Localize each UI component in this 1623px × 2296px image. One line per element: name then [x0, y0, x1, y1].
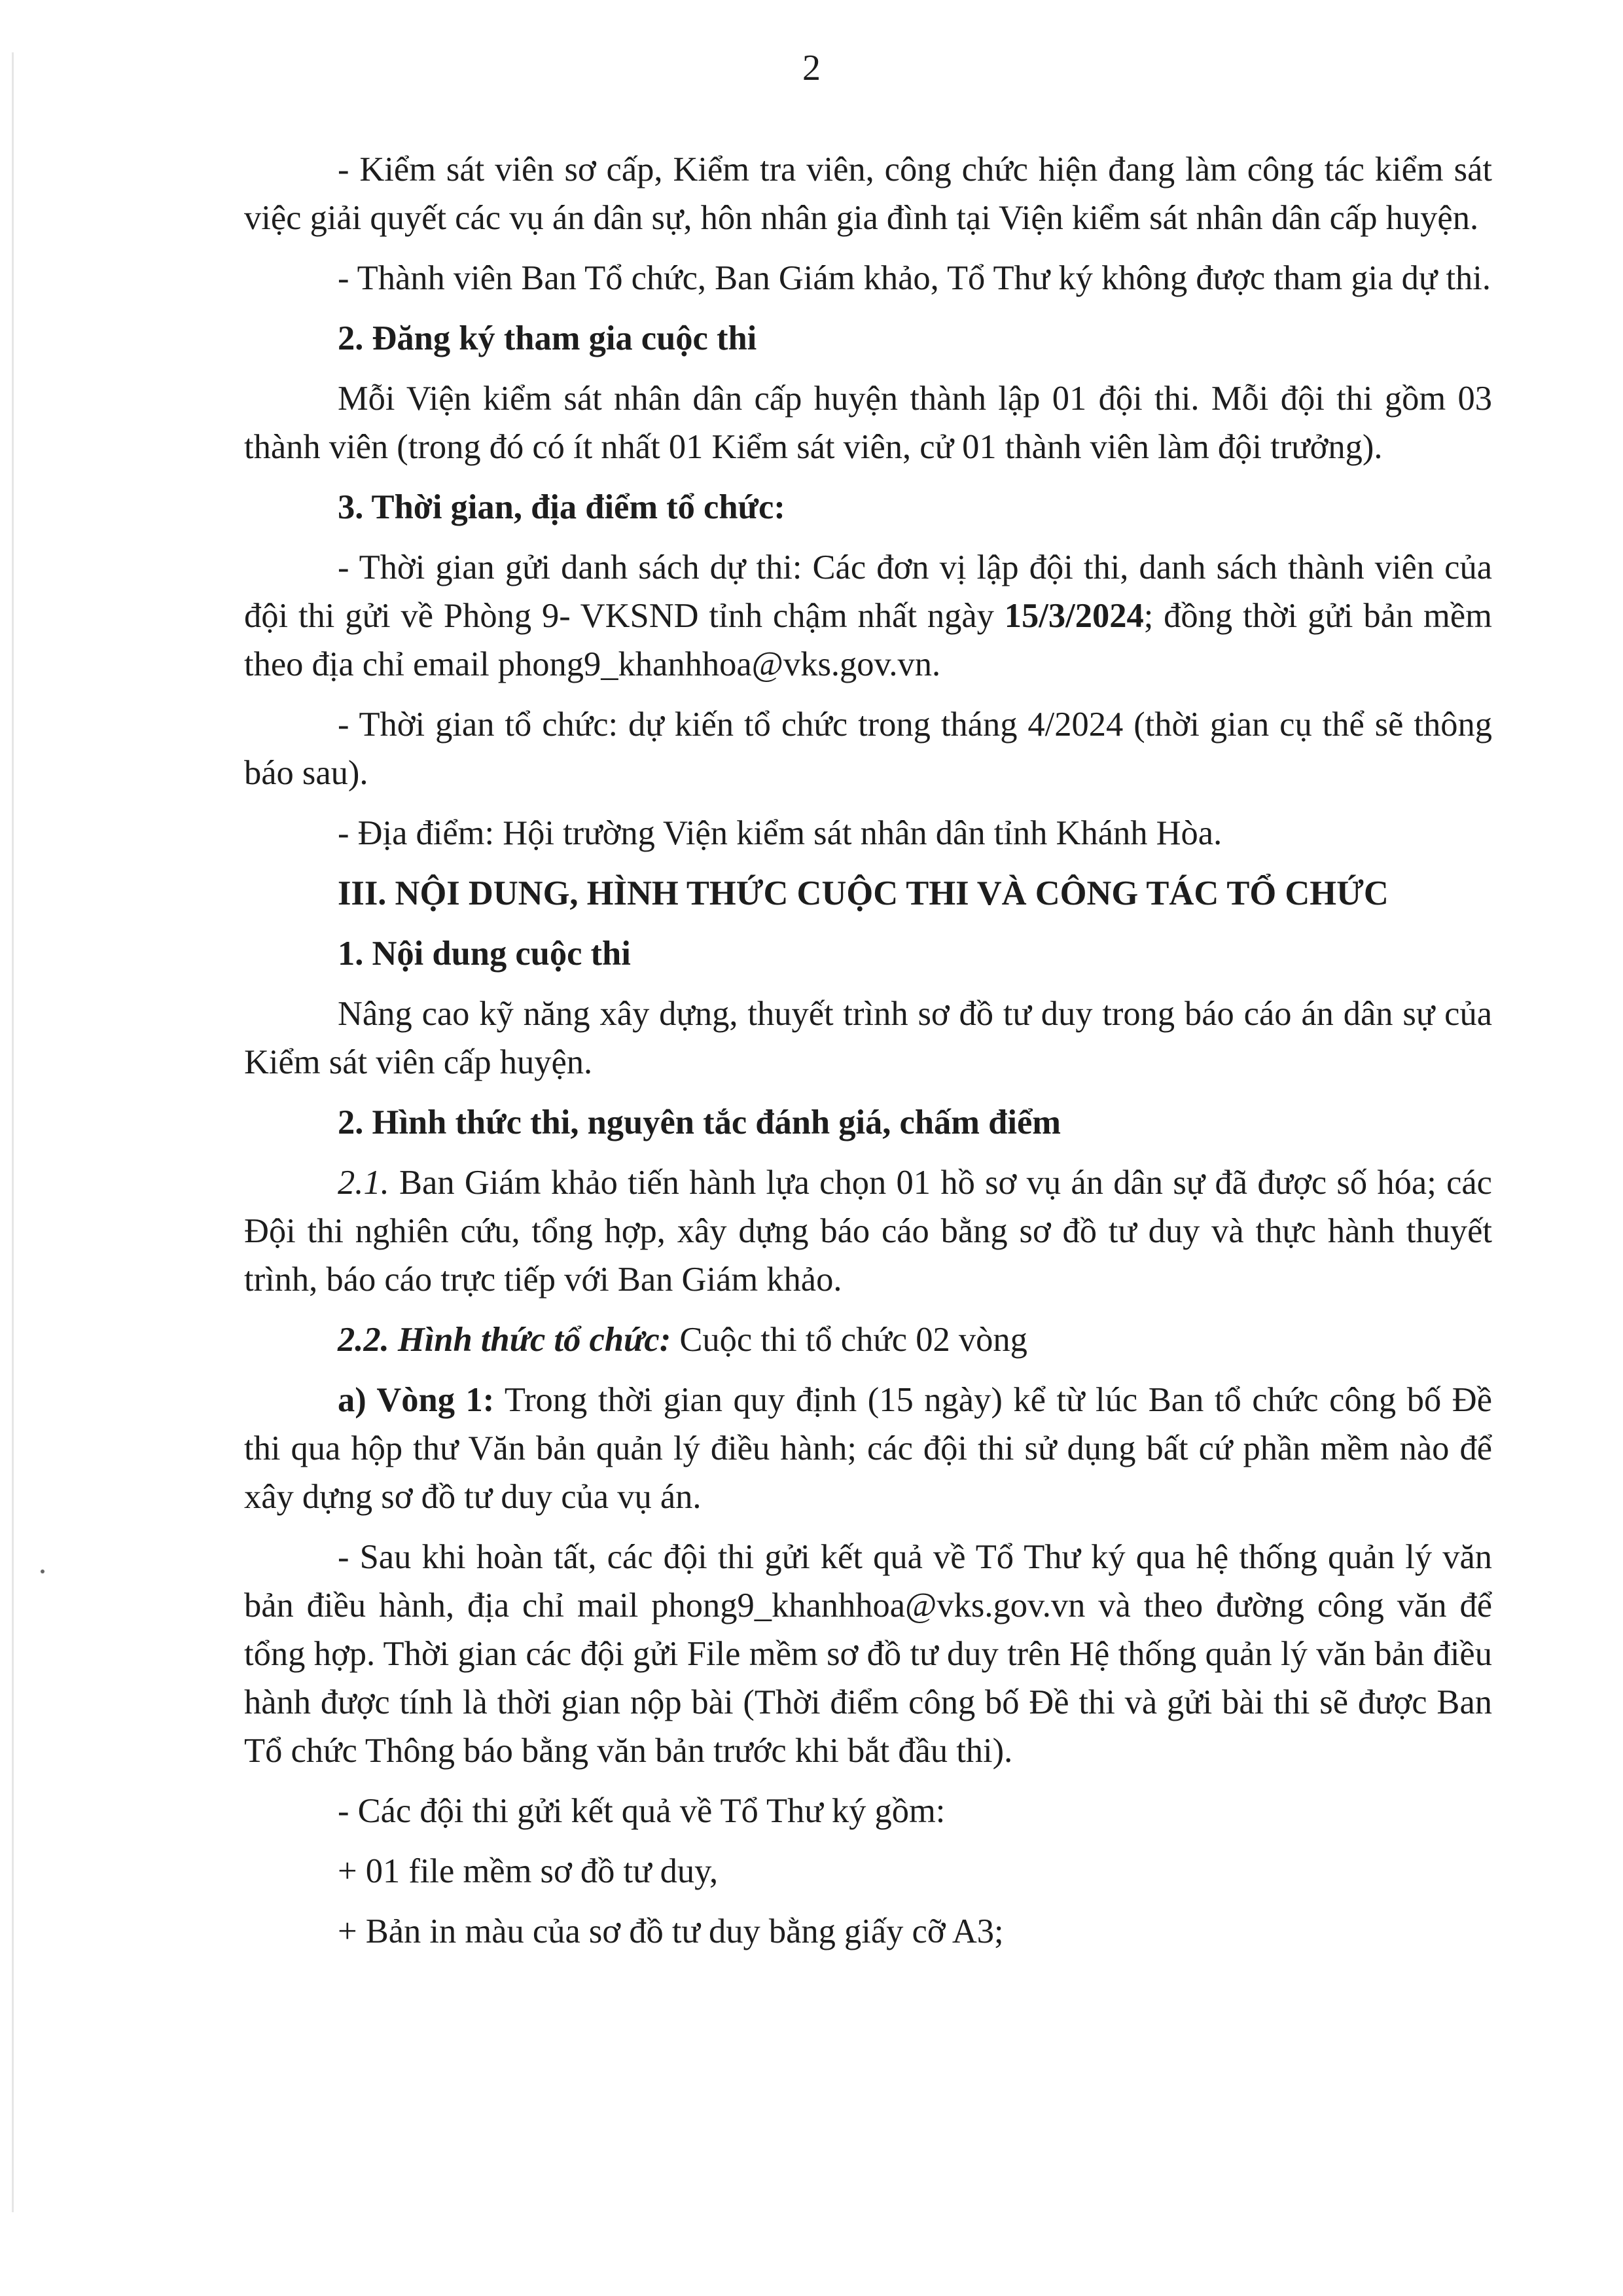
paragraph-excluded-members: - Thành viên Ban Tổ chức, Ban Giám khảo, Tổ Thư ký không được tham gia dự thi.: [338, 259, 1491, 297]
label-2-1: 2.1.: [338, 1164, 389, 1202]
heading-format-evaluation: 2. Hình thức thi, nguyên tắc đánh giá, chấm điểm: [338, 1103, 1061, 1141]
paragraph-submission-items: - Các đội thi gửi kết quả về Tổ Thư ký gồm:: [338, 1792, 946, 1830]
page-number: 2: [802, 48, 821, 88]
text-2-1: Ban Giám khảo tiến hành lựa chọn 01 hồ sơ vụ án dân sự đã được số hóa; các Đội thi nghiên cứu, tổng hợp, xây dựng báo cáo bằng sơ đồ tư duy và thực hành thuyết trình, báo cáo trực tiếp với Ban Giám khảo.: [244, 1164, 1492, 1299]
deadline-text-a: - Thời gian gửi danh sách dự thi: Các đơn vị lập đội thi, danh sách thành viên của đội thi gửi về Phòng 9- VKSND tỉnh chậm nhất ngày: [244, 548, 1492, 635]
paragraph-round-1: [244, 1376, 1492, 1521]
paragraph-2-2: [244, 1316, 1492, 1364]
paragraph-organization-time: - Thời gian tổ chức: dự kiến tổ chức trong tháng 4/2024 (thời gian cụ thể sẽ thông báo sau).: [244, 706, 1492, 792]
label-round-1: a) Vòng 1:: [338, 1381, 495, 1419]
paragraph-2-1: [244, 1158, 1492, 1304]
heading-contest-content: 1. Nội dung cuộc thi: [338, 935, 631, 973]
text-round-1: Trong thời gian quy định (15 ngày) kể từ lúc Ban tổ chức công bố Đề thi qua hộp thư Văn bản quản lý điều hành; các đội thi sử dụng bất cứ phần mềm nào để xây dựng sơ đồ tư duy của vụ án.: [244, 1381, 1492, 1516]
list-item-color-print: + Bản in màu của sơ đồ tư duy bằng giấy cỡ A3;: [338, 1912, 1004, 1950]
label-2-2: 2.2. Hình thức tổ chức:: [338, 1321, 671, 1359]
scan-edge-line: [12, 52, 14, 2212]
heading-registration: 2. Đăng ký tham gia cuộc thi: [338, 319, 757, 357]
heading-section-iii: III. NỘI DUNG, HÌNH THỨC CUỘC THI VÀ CÔNG TÁC TỔ CHỨC: [338, 874, 1389, 912]
list-item-soft-file: + 01 file mềm sơ đồ tư duy,: [338, 1852, 719, 1890]
paragraph-contest-content: Nâng cao kỹ năng xây dựng, thuyết trình sơ đồ tư duy trong báo cáo án dân sự của Kiểm sát viên cấp huyện.: [244, 995, 1492, 1081]
paragraph-submission-deadline: [244, 543, 1492, 689]
paragraph-team-composition: Mỗi Viện kiểm sát nhân dân cấp huyện thành lập 01 đội thi. Mỗi đội thi gồm 03 thành viên (trong đó có ít nhất 01 Kiểm sát viên, cử 01 thành viên làm đội trưởng).: [244, 380, 1492, 466]
text-2-2: Cuộc thi tổ chức 02 vòng: [671, 1321, 1027, 1359]
scan-speck: [41, 1570, 45, 1573]
heading-time-place: 3. Thời gian, địa điểm tổ chức:: [338, 488, 785, 526]
paragraph-venue: - Địa điểm: Hội trường Viện kiểm sát nhân dân tỉnh Khánh Hòa.: [338, 814, 1222, 852]
paragraph-submission-process: - Sau khi hoàn tất, các đội thi gửi kết quả về Tổ Thư ký qua hệ thống quản lý văn bản điều hành, địa chỉ mail phong9_khanhhoa@vks.gov.vn và theo đường công văn để tổng hợp. Thời gian các đội gửi File mềm sơ đồ tư duy trên Hệ thống quản lý văn bản điều hành được tính là thời gian nộp bài (Thời điểm công bố Đề thi và gửi bài thi sẽ được Ban Tổ chức Thông báo bằng văn bản trước khi bắt đầu thi).: [244, 1538, 1492, 1770]
paragraph-eligible-staff: - Kiểm sát viên sơ cấp, Kiểm tra viên, công chức hiện đang làm công tác kiểm sát việc giải quyết các vụ án dân sự, hôn nhân gia đình tại Viện kiểm sát nhân dân cấp huyện.: [244, 151, 1492, 237]
document-body: [244, 145, 1492, 1956]
deadline-date: 15/3/2024: [1004, 597, 1144, 635]
deadline-text-b: ; đồng thời gửi bản mềm theo địa chỉ email phong9_khanhhoa@vks.gov.vn.: [244, 597, 1492, 683]
